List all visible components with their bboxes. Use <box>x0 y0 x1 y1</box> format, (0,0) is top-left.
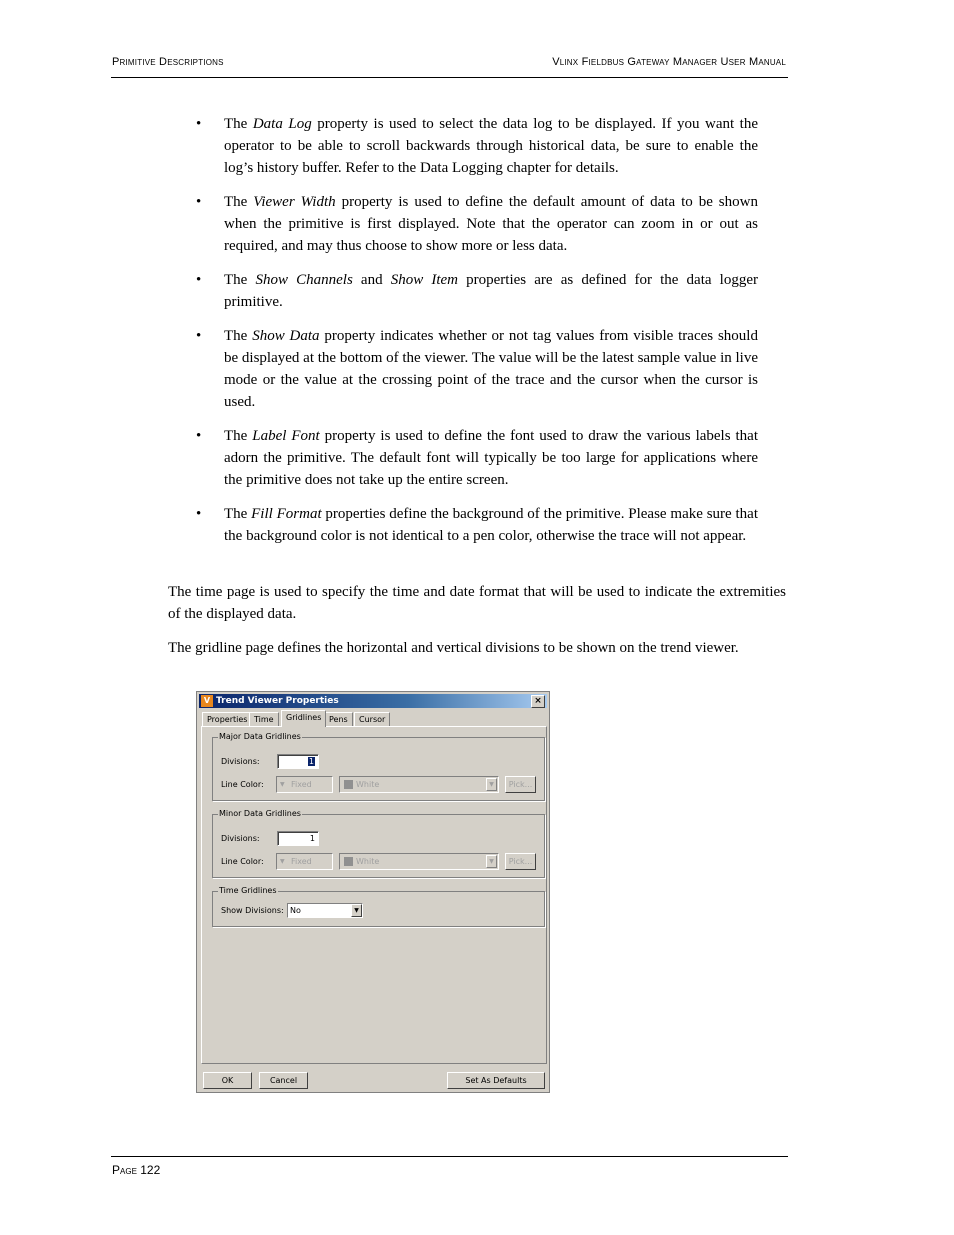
minor-divisions-input[interactable]: 1 <box>277 831 319 846</box>
tab-gridlines[interactable]: Gridlines <box>281 710 326 727</box>
page-number: Page 122 <box>112 1163 161 1177</box>
major-divisions-label: Divisions: <box>221 757 260 766</box>
bullet-icon: • <box>196 428 202 444</box>
major-color-select[interactable]: White ▼ <box>339 776 499 793</box>
bullet-show-data: • The Show Data property indicates whether or not tag values from visible traces should be displayed at the bottom of the viewer. The value will be the latest sample value in live mode or the value at the crossing point of the trace and the cursor when the cursor is used. <box>196 325 758 413</box>
major-pick-button[interactable]: Pick... <box>505 776 536 793</box>
running-header-right: Vlinx Fieldbus Gateway Manager User Manual <box>552 56 786 68</box>
color-swatch <box>344 780 353 789</box>
major-divisions-input[interactable]: 1 <box>277 754 319 769</box>
running-header-left: Primitive Descriptions <box>112 56 224 68</box>
chevron-down-icon: ▼ <box>351 904 362 917</box>
tab-cursor[interactable]: Cursor <box>354 712 390 726</box>
major-line-color-label: Line Color: <box>221 780 264 789</box>
bullet-icon: • <box>196 272 202 288</box>
time-gridlines-legend: Time Gridlines <box>219 886 277 895</box>
major-color-mode-select[interactable]: Fixed ▼ <box>276 776 333 793</box>
bullet-data-log: • The Data Log property is used to select the data log to be displayed. If you want the operator to be able to scroll backwards through historical data, be sure to enable the log’s history buffer. Refer to the Data Logging chapter for details. <box>196 113 758 179</box>
time-gridlines-group <box>212 886 545 927</box>
major-gridlines-legend: Major Data Gridlines <box>219 732 301 741</box>
chevron-down-icon: ▼ <box>486 778 497 791</box>
chevron-down-icon: ▼ <box>280 781 285 788</box>
bullet-viewer-width: • The Viewer Width property is used to define the default amount of data to be shown when the primitive is first displayed. Note that the operator can zoom in or out as required, and may thus choose to show more or less data. <box>196 191 758 257</box>
tab-time[interactable]: Time <box>249 712 279 726</box>
property-bullet-list <box>196 113 758 559</box>
dialog-title: Trend Viewer Properties <box>216 696 339 706</box>
minor-gridlines-legend: Minor Data Gridlines <box>219 809 301 818</box>
trend-viewer-properties-dialog <box>196 691 550 1093</box>
dialog-titlebar[interactable] <box>199 694 547 708</box>
major-gridlines-group <box>212 732 545 801</box>
header-rule <box>111 77 788 78</box>
cancel-button[interactable]: Cancel <box>259 1072 308 1089</box>
minor-line-color-label: Line Color: <box>221 857 264 866</box>
chevron-down-icon: ▼ <box>280 858 285 865</box>
set-as-defaults-button[interactable]: Set As Defaults <box>447 1072 545 1089</box>
show-divisions-label: Show Divisions: <box>221 906 284 915</box>
minor-color-select[interactable]: White ▼ <box>339 853 499 870</box>
tab-properties[interactable]: Properties <box>202 712 252 726</box>
tab-pens[interactable]: Pens <box>324 712 353 726</box>
color-swatch <box>344 857 353 866</box>
bullet-icon: • <box>196 194 202 210</box>
show-divisions-select[interactable]: No ▼ <box>287 903 363 918</box>
gridlines-tab-panel <box>201 726 547 1064</box>
bullet-icon: • <box>196 506 202 522</box>
bullet-fill-format: • The Fill Format properties define the background of the primitive. Please make sure that the background color is not identical to a pen color, otherwise the trace will not appear. <box>196 503 758 547</box>
bullet-icon: • <box>196 328 202 344</box>
bullet-icon: • <box>196 116 202 132</box>
chevron-down-icon: ▼ <box>486 855 497 868</box>
minor-pick-button[interactable]: Pick... <box>505 853 536 870</box>
minor-divisions-label: Divisions: <box>221 834 260 843</box>
ok-button[interactable]: OK <box>203 1072 252 1089</box>
app-logo-icon: V <box>201 695 213 707</box>
footer-rule <box>111 1156 788 1157</box>
gridline-page-paragraph: The gridline page defines the horizontal and vertical divisions to be shown on the trend viewer. <box>168 640 739 656</box>
close-icon[interactable]: × <box>531 695 545 708</box>
minor-color-mode-select[interactable]: Fixed ▼ <box>276 853 333 870</box>
minor-gridlines-group <box>212 809 545 878</box>
bullet-show-channels: • The Show Channels and Show Item properties are as defined for the data logger primitive. <box>196 269 758 313</box>
time-page-paragraph: The time page is used to specify the time and date format that will be used to indicate the extremities of the displayed data. <box>168 584 786 622</box>
bullet-label-font: • The Label Font property is used to define the font used to draw the various labels that adorn the primitive. The default font will typically be too large for applications where the primitive does not take up the entire screen. <box>196 425 758 491</box>
